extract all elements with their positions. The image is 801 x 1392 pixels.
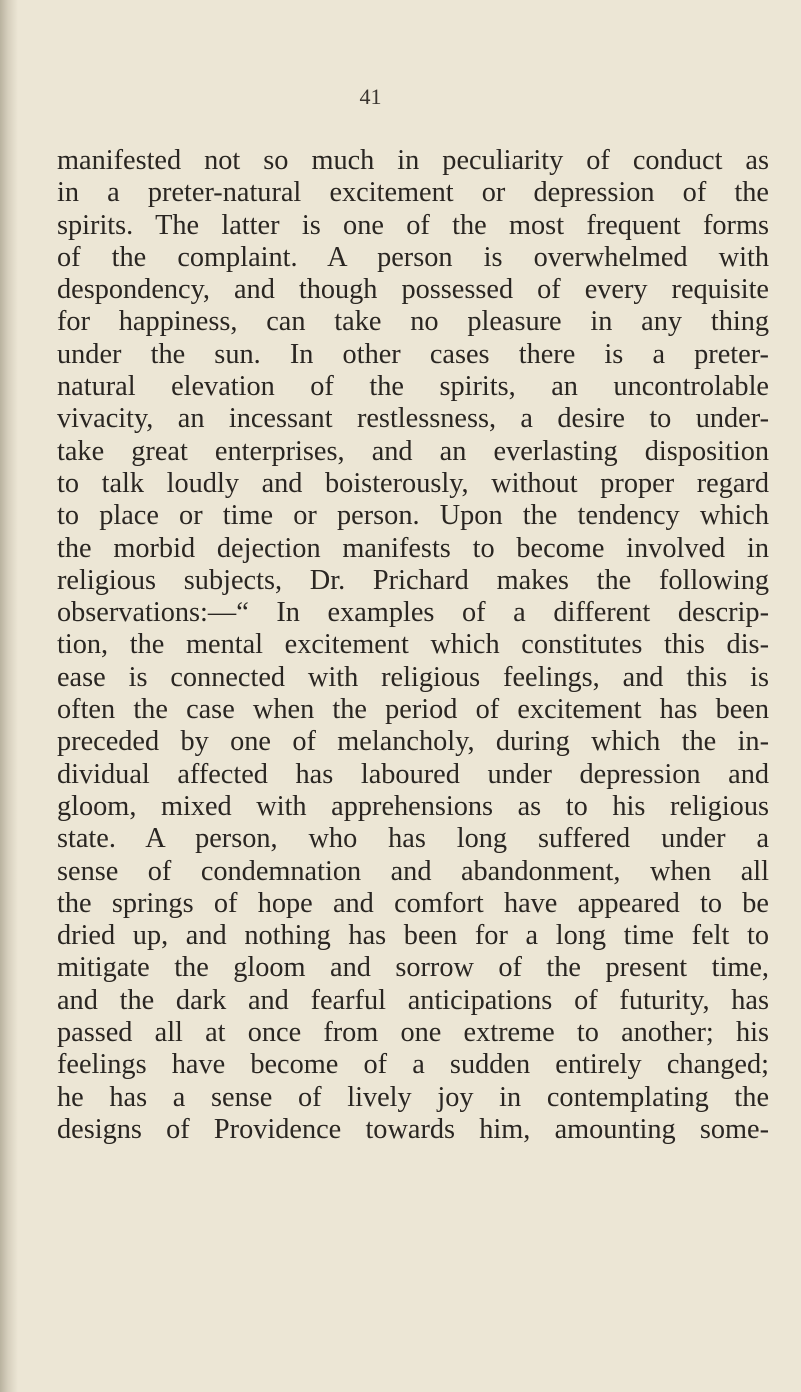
text-line: feelings have become of a sudden entirely changed; [57,1049,769,1081]
text-line: sense of condemnation and abandonment, when all [57,855,769,887]
text-line: dried up, and nothing has been for a long time felt to [57,920,769,952]
text-line: vivacity, an incessant restlessness, a desire to under- [57,403,769,435]
text-line: dividual affected has laboured under depression and [57,758,769,790]
page-edge-shadow [0,0,18,1392]
text-line: designs of Providence towards him, amounting some- [57,1113,769,1145]
text-line: tion, the mental excitement which constitutes this dis- [57,629,769,661]
text-line: to place or time or person. Upon the tendency which [57,500,769,532]
text-line: despondency, and though possessed of every requisite [57,274,769,306]
text-line: manifested not so much in peculiarity of conduct as [57,145,769,176]
text-line: passed all at once from one extreme to another; his [57,1017,769,1049]
text-line: mitigate the gloom and sorrow of the present time, [57,952,769,984]
text-line: to talk loudly and boisterously, without proper regard [57,467,769,499]
text-line: observations:—“ In examples of a different descrip- [57,597,769,629]
text-line: natural elevation of the spirits, an uncontrolable [57,371,769,403]
text-line: the springs of hope and comfort have appeared to be [57,887,769,919]
body-text [57,145,769,1146]
text-line: state. A person, who has long suffered under a [57,823,769,855]
text-line: spirits. The latter is one of the most frequent forms [57,209,769,241]
text-line: ease is connected with religious feelings, and this is [57,661,769,693]
text-line: religious subjects, Dr. Prichard makes the following [57,564,769,596]
page-number: 41 [359,84,382,109]
text-line: in a preter-natural excitement or depression of the [57,177,769,209]
text-line: he has a sense of lively joy in contemplating the [57,1081,769,1113]
text-line: gloom, mixed with apprehensions as to his religious [57,790,769,822]
text-line: of the complaint. A person is overwhelmed with [57,241,769,273]
text-line: take great enterprises, and an everlasting disposition [57,435,769,467]
text-line: for happiness, can take no pleasure in any thing [57,306,769,338]
text-line: and the dark and fearful anticipations of futurity, has [57,984,769,1016]
text-line: preceded by one of melancholy, during which the in- [57,726,769,758]
text-line: under the sun. In other cases there is a preter- [57,338,769,370]
text-line: often the case when the period of excitement has been [57,694,769,726]
text-line: the morbid dejection manifests to become involved in [57,532,769,564]
